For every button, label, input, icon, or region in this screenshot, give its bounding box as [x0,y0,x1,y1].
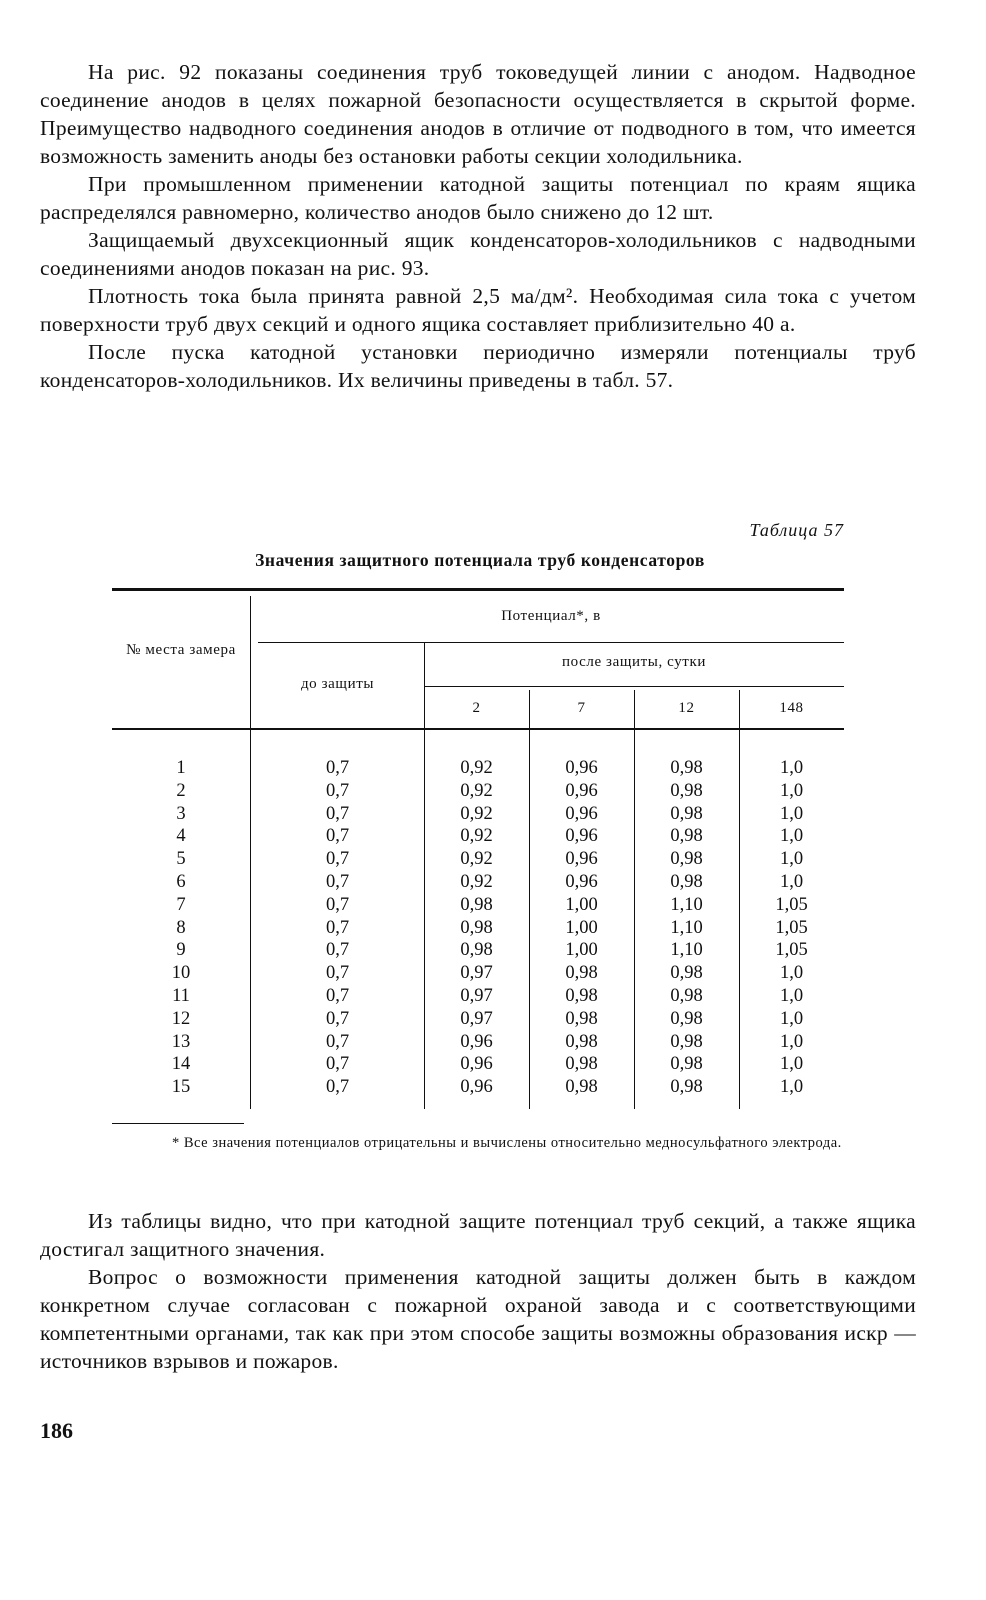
table-cell: 0,92 [460,803,493,824]
table-cell: 0,98 [670,1077,703,1098]
paragraph: На рис. 92 показаны соединения труб токоведущей линии с анодом. Надводное соединение анодов в целях пожарной безопасности осуществляется в скрытой форме. Преимущество надводного соединения анодов в отличие от подводного в том, что имеется возможность заменить аноды без остановки работы секции холодильника. [40,60,916,168]
table-cell: 0,98 [460,917,493,938]
header-before: до защиты [300,676,375,692]
table-cell: 10 [171,963,191,984]
table-cell: 1,0 [779,1054,804,1075]
table-cell: 0,98 [565,1031,598,1052]
table-cell: 1,10 [670,894,703,915]
table-cell: 11 [172,985,190,1006]
table-cell: 1,00 [565,917,598,938]
table-cell: 1,00 [565,940,598,961]
table-cell: 7 [176,894,186,915]
table-cell: 0,98 [670,758,703,778]
potential-divider [258,642,844,643]
table-cell: 0,7 [325,1077,350,1098]
header-day: 12 [678,700,695,716]
header-day: 148 [779,700,804,716]
table-cell: 0,96 [565,803,598,824]
body-text-bottom [40,1207,916,1375]
table-cell: 0,98 [670,826,703,847]
table-cell: 0,92 [460,826,493,847]
table-cell: 0,96 [565,826,598,847]
table-cell: 12 [171,1008,191,1029]
table-cell: 1,0 [779,849,804,870]
table-cell: 1,10 [670,940,703,961]
header-day: 2 [472,700,481,716]
days-divider [424,686,844,687]
table-cell: 0,96 [565,780,598,801]
table-cell: 4 [176,826,186,847]
table-cell: 0,92 [460,780,493,801]
table-cell: 1 [176,758,186,778]
table-cell: 15 [171,1077,191,1098]
table-cell: 0,7 [325,917,350,938]
table-cell: 0,98 [460,894,493,915]
table-cell: 6 [176,871,186,892]
table-cell: 0,96 [565,758,598,778]
column-day-7 [529,757,634,1099]
column-day-148 [739,757,844,1099]
table-cell: 0,7 [325,1054,350,1075]
table-cell: 0,7 [325,1031,350,1052]
table-cell: 0,98 [670,803,703,824]
table-cell: 0,92 [460,758,493,778]
table-cell: 0,98 [670,1054,703,1075]
table-cell: 1,10 [670,917,703,938]
table-cell: 1,0 [779,1077,804,1098]
column-day-2 [424,757,529,1099]
table-cell: 0,98 [670,871,703,892]
header-place: № места замера [126,642,236,658]
table-cell: 0,98 [565,963,598,984]
paragraph: Из таблицы видно, что при катодной защите потенциал труб секций, а также ящика достигал защитного значения. [40,1209,916,1261]
table-cell: 0,98 [670,985,703,1006]
table-cell: 0,98 [670,1008,703,1029]
table-cell: 0,98 [565,1054,598,1075]
table-cell: 0,96 [460,1077,493,1098]
paragraph: Защищаемый двухсекционный ящик конденсаторов-холодильников с надводными соединениями анодов показан на рис. 93. [40,228,916,280]
table-cell: 1,05 [775,940,808,961]
table-cell: 5 [176,849,186,870]
header-day: 7 [577,700,586,716]
column-place [112,757,250,1099]
table-cell: 0,97 [460,1008,493,1029]
table-cell: 1,0 [779,871,804,892]
table-cell: 0,92 [460,849,493,870]
paragraph: Плотность тока была принята равной 2,5 ма/дм². Необходимая сила тока с учетом поверхности труб двух секций и одного ящика составляет приблизительно 40 а. [40,284,916,336]
table-cell: 0,96 [565,871,598,892]
table-footnote: * Все значения потенциалов отрицательны и вычислены относительно медносульфатного электрода. [172,1135,842,1151]
table-cell: 0,7 [325,758,350,778]
table-cell: 1,0 [779,963,804,984]
table-cell: 0,98 [565,985,598,1006]
table-cell: 14 [171,1054,191,1075]
table-header-rule [112,728,844,730]
table-cell: 0,7 [325,826,350,847]
table-cell: 0,7 [325,894,350,915]
table-cell: 13 [171,1031,191,1052]
table-top-rule [112,588,844,591]
column-day-12 [634,757,739,1099]
header-potential: Потенциал*, в [501,608,601,624]
body-text-top [40,58,916,394]
table-title: Значения защитного потенциала труб конденсаторов [255,550,705,570]
table-cell: 2 [176,780,186,801]
paragraph: Вопрос о возможности применения катодной защиты должен быть в каждом конкретном случае согласован с пожарной охраной завода и с соответствующими компетентными органами, так как при этом способе защиты возможны образования искр — источников взрывов и пожаров. [40,1265,916,1373]
table-cell: 0,97 [460,963,493,984]
table-cell: 1,05 [775,917,808,938]
table-cell: 0,7 [325,985,350,1006]
table-cell: 3 [176,803,186,824]
table-cell: 0,7 [325,1008,350,1029]
table-cell: 9 [176,940,186,961]
table-cell: 0,7 [325,871,350,892]
table-cell: 1,05 [775,894,808,915]
column-before [251,757,424,1099]
table-cell: 0,97 [460,985,493,1006]
table-cell: 0,7 [325,803,350,824]
table-cell: 0,96 [460,1031,493,1052]
table-cell: 0,7 [325,780,350,801]
table-cell: 0,98 [670,780,703,801]
table-label: Таблица 57 [749,520,844,540]
table-cell: 0,98 [565,1077,598,1098]
table-cell: 0,96 [460,1054,493,1075]
table-cell: 1,0 [779,803,804,824]
table-cell: 0,98 [670,849,703,870]
table-cell: 1,0 [779,758,804,778]
table-cell: 1,0 [779,780,804,801]
table-cell: 0,98 [460,940,493,961]
table-cell: 0,7 [325,849,350,870]
table-cell: 0,98 [670,963,703,984]
footnote-rule [112,1123,244,1124]
table-cell: 8 [176,917,186,938]
table-cell: 1,0 [779,1008,804,1029]
table-cell: 1,00 [565,894,598,915]
table-cell: 1,0 [779,826,804,847]
table-cell: 0,7 [325,940,350,961]
header-after: после защиты, сутки [562,654,706,670]
paragraph: При промышленном применении катодной защиты потенциал по краям ящика распределялся равномерно, количество анодов было снижено до 12 шт. [40,172,916,224]
table-cell: 0,98 [670,1031,703,1052]
table-cell: 0,96 [565,849,598,870]
table-cell: 0,7 [325,963,350,984]
table-cell: 1,0 [779,1031,804,1052]
table-cell: 0,98 [565,1008,598,1029]
page-number: 186 [40,1418,73,1443]
table-cell: 1,0 [779,985,804,1006]
paragraph: После пуска катодной установки периодично измеряли потенциалы труб конденсаторов-холодильников. Их величины приведены в табл. 57. [40,340,916,392]
table-cell: 0,92 [460,871,493,892]
